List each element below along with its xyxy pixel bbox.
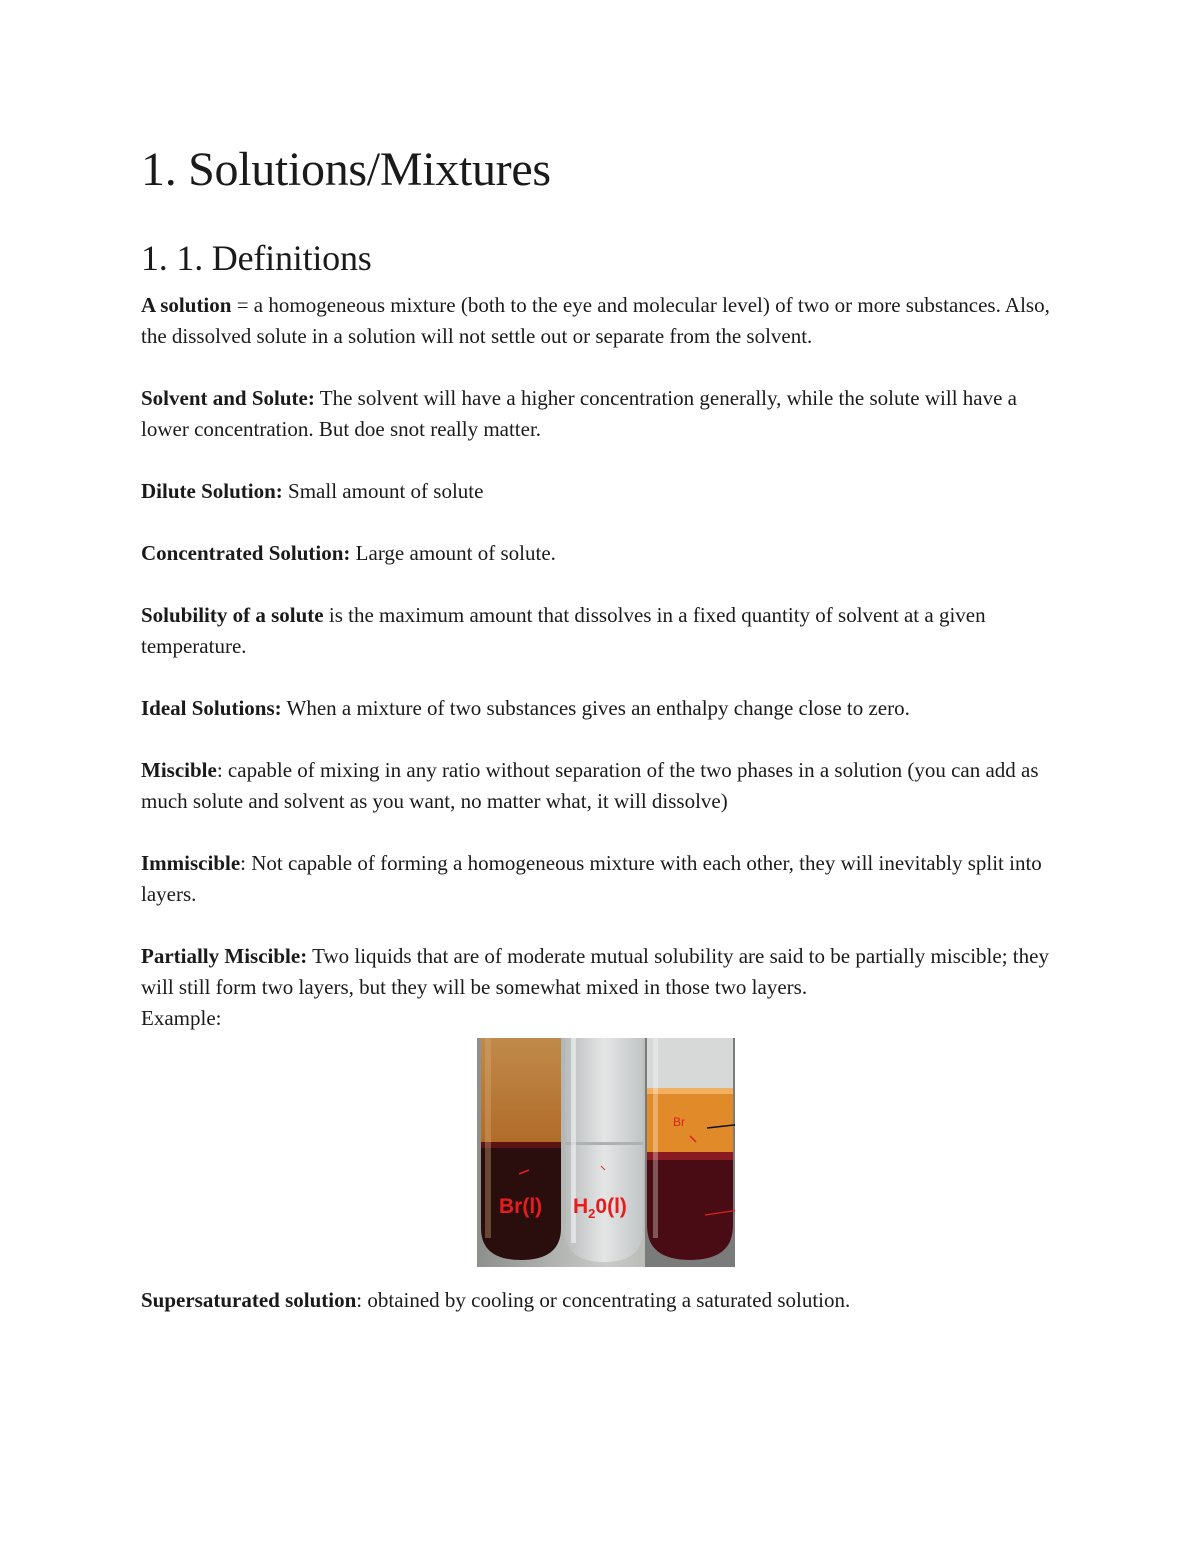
definition-solubility	[141, 600, 1066, 662]
term: Solubility of a solute	[141, 603, 324, 627]
page-title: 1. Solutions/Mixtures	[141, 143, 551, 196]
definition-text: a homogeneous mixture (both to the eye and molecular level) of two or more substances. Also, the dissolved solute in a solution will not settle out or separate from the solvent.	[141, 293, 1050, 348]
term: Partially Miscible:	[141, 944, 308, 968]
definition-solvent-solute	[141, 383, 1066, 445]
annotation-label: Br	[673, 1115, 685, 1129]
definition-supersaturated: Supersaturated solution: obtained by cooling or concentrating a saturated solution.	[141, 1288, 851, 1312]
term: Ideal Solutions:	[141, 696, 282, 720]
definition-text: is the maximum amount that dissolves in a fixed quantity of solvent at a given temperature.	[141, 603, 986, 658]
term: Concentrated Solution:	[141, 541, 351, 565]
definition-partially-miscible	[141, 941, 1066, 1034]
definition-solution: A solution = a homogeneous mixture (both to the eye and molecular level) of two or more substances. Also, the dissolved solute in a solution will not settle out or separate from the solvent.	[141, 293, 1050, 348]
definition-text: When a mixture of two substances gives an enthalpy change close to zero.	[286, 696, 910, 720]
definition-concentrated	[141, 538, 1066, 569]
label-bromine: Br(l)	[499, 1195, 543, 1218]
definition-ideal	[141, 693, 1066, 724]
definition-dilute	[141, 476, 1066, 507]
definition-text: Not capable of forming a homogeneous mixture with each other, they will inevitably split into layers.	[141, 851, 1042, 906]
document-body	[141, 140, 1066, 1347]
label-water: $H_20(l)$	[573, 1195, 627, 1221]
definition-text: The solvent will have a higher concentration generally, while the solute will have a lower concentration. But doe snot really matter.	[141, 386, 1017, 441]
term: A solution	[141, 293, 232, 317]
definition-text: Two liquids that are of moderate mutual solubility are said to be partially miscible; they will still form two layers, but they will be somewhat mixed in those two layers.	[141, 944, 1049, 999]
definition-text: obtained by cooling or concentrating a saturated solution.	[367, 1288, 851, 1312]
tube-water	[565, 1038, 643, 1262]
definition-text: Large amount of solute.	[355, 541, 556, 565]
term: Supersaturated solution	[141, 1288, 357, 1312]
example-label: Example:	[141, 1006, 222, 1030]
test-tubes-photo	[477, 1038, 735, 1267]
term: Immiscible	[141, 851, 241, 875]
definition-text: capable of mixing in any ratio without separation of the two phases in a solution (you can add as much solute and solvent as you want, no matter what, it will dissolve)	[141, 758, 1039, 813]
tube-mixture	[645, 1038, 735, 1267]
term: Dilute Solution:	[141, 479, 283, 503]
term: Miscible	[141, 758, 217, 782]
definition-immiscible: Immiscible: Not capable of forming a homogeneous mixture with each other, they will inevitably split into layers.	[141, 851, 1042, 906]
definition-text: Small amount of solute	[288, 479, 484, 503]
term: Solvent and Solute:	[141, 386, 315, 410]
tube-bromine	[481, 1038, 561, 1260]
definition-miscible: Miscible: capable of mixing in any ratio without separation of the two phases in a solution (you can add as much solute and solvent as you want, no matter what, it will dissolve)	[141, 758, 1039, 813]
section-heading: 1. 1. Definitions	[141, 238, 372, 278]
